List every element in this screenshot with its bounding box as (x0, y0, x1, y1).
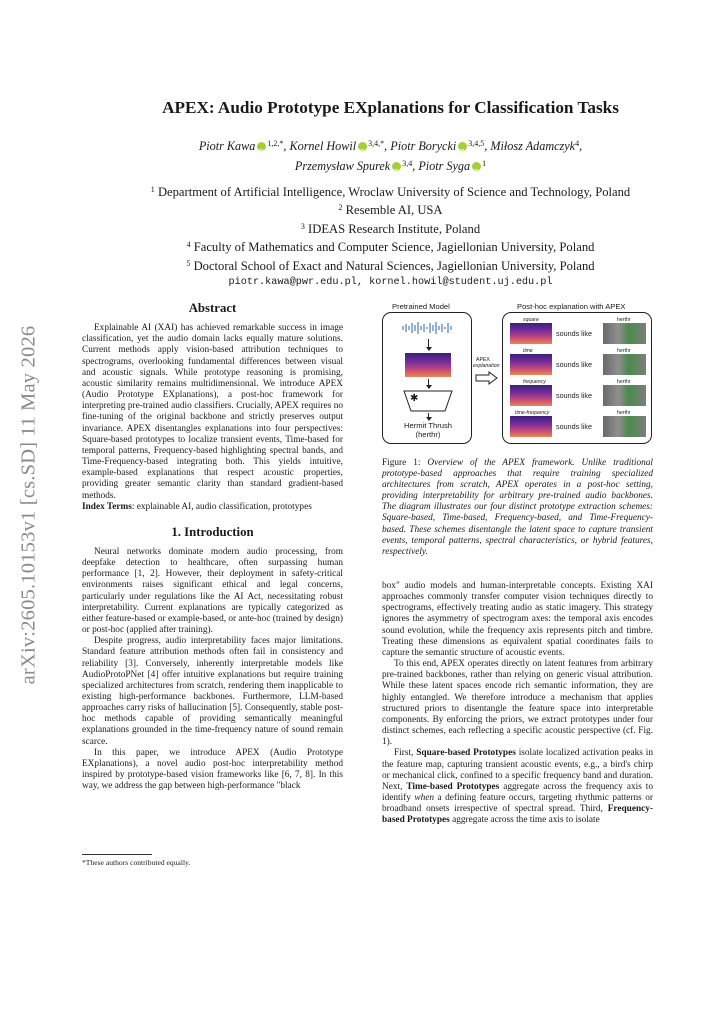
prototype-spectrogram (510, 385, 552, 406)
target-label: herthr (617, 348, 631, 354)
arxiv-stamp (14, 300, 44, 710)
affil-text: Doctoral School of Exact and Natural Sciences, Jagiellonian University, Poland (193, 258, 595, 273)
affil-text: Resemble AI, USA (345, 203, 443, 218)
author-affil-sup: 3,4,* (368, 139, 385, 148)
author-name: Miłosz Adamczyk (490, 139, 576, 153)
orcid-icon[interactable] (392, 162, 401, 171)
apex-label: APEX (476, 357, 490, 363)
text-span: isolate localized activation peaks in the feature map, capturing transient acoustic events, e.g., a bird's chirp or mechanical click, confined to a specific frequency band and duration. Next, (382, 748, 654, 792)
figure-label-pretrained: Pretrained Model (392, 302, 450, 311)
scheme-label: frequency (523, 379, 546, 385)
arrow-down-icon (428, 379, 429, 388)
target-label: herthr (617, 379, 631, 385)
sounds-like-label: sounds like (556, 391, 592, 400)
text-span: aggregate across the time axis to isolate (449, 815, 600, 826)
bold-term: Time-based Prototypes (406, 781, 500, 792)
affiliation-line (60, 182, 721, 200)
sounds-like-label: sounds like (556, 329, 592, 338)
match-spectrogram (603, 354, 646, 375)
abstract-heading: Abstract (188, 301, 237, 315)
scheme-label: time-frequency (515, 410, 550, 416)
apex-explanation-box (502, 312, 652, 444)
text-span: a defining feature occurs, targeting rhythmic patterns or broadband onsets irrespective of spectral spread. Third, (382, 792, 653, 815)
index-terms-label: Index Terms (82, 501, 132, 512)
affil-num: 3 (300, 221, 305, 231)
right-column (382, 581, 653, 826)
author-affil-sup: 3,4,5 (468, 139, 485, 148)
figure-caption (382, 458, 653, 558)
sounds-like-label: sounds like (556, 360, 592, 369)
right-paragraph-1: box" audio models and human-interpretable concepts. Existing XAI approaches commonly transfer computer vision techniques directly to spectrograms, effectively treating audio as static imagery. This strategy ignores the asymmetry of spectrogram axes: the temporal axis encodes sound evolution, while the frequency axis represents pitch and timbre. Treating these dimensions as equivalent spatial coordinates fails to capture the semantic structure of acoustic events. (382, 581, 653, 658)
class-code: (herthr) (415, 430, 441, 439)
author-affil-sup: 1 (482, 159, 487, 168)
index-terms (82, 502, 343, 513)
spectrogram-image (405, 353, 451, 377)
text-span: First, (394, 748, 417, 759)
affiliation-line (60, 256, 721, 274)
waveform-icon (401, 321, 455, 335)
index-terms-text: : explainable AI, audio classification, prototypes (131, 501, 312, 512)
abstract-text: Explainable AI (XAI) has achieved remarkable success in image classification, yet the audio domain lacks equally mature solutions. Current methods apply vision-based attribution techniques to spectrograms, overlooking fundamental differences between visual and acoustic signals. While prototype reasoning is promising, acoustic similarity remains multidimensional. We introduce APEX (Audio Prototype EXplanations), a post-hoc framework for interpreting pre-trained audio classifiers. Crucially, APEX requires no fine-tuning of the original backbone and strictly preserves output invariance. APEX disentangles explanations into four perspectives: Square-based prototypes to localize transient events, Time-based for temporal patterns, Frequency-based highlighting spectral bands, and Time-Frequency-based integrating both. This yields intuitive, example-based explanations that respect acoustic properties, providing greater semantic clarity than standard gradient-based methods. (82, 323, 343, 501)
affil-num: 2 (338, 203, 343, 213)
footnote: *These authors contributed equally. (82, 858, 191, 867)
caption-prefix: Figure 1: (382, 458, 428, 468)
pretrained-model-box (382, 312, 472, 444)
affiliation-line (60, 219, 721, 237)
match-spectrogram (603, 385, 646, 406)
intro-paragraph-2: Despite progress, audio interpretability faces major limitations. Standard feature attribution methods often fail in consistency and reliability [3]. Conversely, inherently interpretable models like AudioProtoPNet [4] offer intuitive explanations but require training specialized architectures from scratch, rendering them inapplicable to existing high-performance backbones. Furthermore, LLM-based approaches carry risks of hallucination [5]. Consequently, stable post-hoc methods capable of providing semantically meaningful explanations grounded in the time-frequency nature of sound remain scarce. (82, 636, 343, 747)
affil-text: IDEAS Research Institute, Poland (308, 221, 481, 236)
intro-paragraph-3: In this paper, we introduce APEX (Audio Prototype EXplanations), a novel audio post-hoc interpretability method inspired by prototype-based vision frameworks like [6, 7, 8]. In this way, we address the gap between high-performance "black (82, 747, 343, 792)
author-affil-sup: 1,2,* (267, 139, 284, 148)
arrow-down-icon (428, 339, 429, 350)
arrow-down-icon (428, 413, 429, 420)
bold-term: Frequency-based Prototypes (382, 804, 653, 826)
match-spectrogram (603, 416, 646, 437)
class-label: Hermit Thrush (404, 421, 452, 430)
sounds-like-label: sounds like (556, 422, 592, 431)
affiliations (60, 182, 721, 290)
affil-num: 1 (150, 185, 155, 194)
arxiv-stamp-text: arXiv:2605.10153v1 [cs.SD] 11 May 2026 (17, 325, 40, 685)
footnote-rule (82, 854, 152, 855)
affil-num: 5 (186, 258, 191, 268)
target-label: herthr (617, 410, 631, 416)
right-paragraph-2: To this end, APEX operates directly on latent features from arbitrary pre-trained backbones, rather than relying on generic visual attribution. While these latent spaces encode rich semantic information, they are highly entangled. We therefore introduce a mechanism that applies structured priors to disentangle the feature space into interpretable components. By enforcing the priors, we extract prototypes under four distinct schemes, each reflecting a specific acoustic perspective (cf. Fig. 1). (382, 659, 653, 748)
prototype-spectrogram (510, 416, 552, 437)
author-affil-sup: 3,4 (402, 159, 413, 168)
author-name: Piotr Borycki (390, 139, 457, 153)
author-emails[interactable]: piotr.kawa@pwr.edu.pl, kornel.howil@student.uj.edu.pl (228, 277, 553, 289)
affiliation-line (60, 200, 721, 218)
scheme-label: square (523, 317, 539, 323)
figure-label-posthoc: Post-hoc explanation with APEX (517, 302, 626, 311)
author-list (60, 135, 721, 175)
bold-term: Square-based Prototypes (416, 748, 516, 759)
affil-text: Faculty of Mathematics and Computer Science, Jagiellonian University, Poland (193, 240, 595, 255)
scheme-label: time (523, 348, 533, 354)
paper-title: APEX: Audio Prototype EXplanations for Classification Tasks (162, 98, 619, 117)
hollow-arrow-icon (475, 371, 499, 385)
orcid-icon[interactable] (458, 142, 467, 151)
match-spectrogram (603, 323, 646, 344)
figure-1 (382, 302, 653, 448)
affiliation-line (60, 237, 721, 255)
author-line-1: Piotr KawaiD $^{1,2,*}$, Kornel HowiliD $^{3,4,*}$, Piotr BoryckiiD $^{3,4,5}$, Miłosz Adamczyk$^4$, (60, 135, 721, 155)
left-column (82, 303, 343, 792)
author-affil-sup: 4 (575, 139, 580, 148)
explanation-label: explanation (473, 363, 500, 369)
orcid-icon[interactable] (472, 162, 481, 171)
target-label: herthr (617, 317, 631, 323)
intro-paragraph-1: Neural networks dominate modern audio processing, from deepfake detection to healthcare, often surpassing human performance [1, 2]. However, their deployment in safety-critical environments raises significant ethical and legal concerns, particularly under regulations like the AI Act, necessitating robust interpretability. Current explanations are typically categorized as either feature-based or example-based, or ante-hoc (trained by design) or post-hoc (applied after training). (82, 546, 343, 636)
affil-num: 4 (186, 240, 191, 250)
text-span: aggregate across the frequency axis to identify (382, 781, 653, 803)
asterisk-icon: ✱ (410, 393, 419, 404)
prototype-spectrogram (510, 323, 552, 344)
author-name: Kornel Howil (289, 139, 357, 153)
author-name: Piotr Kawa (198, 139, 256, 153)
prototype-spectrogram (510, 354, 552, 375)
orcid-icon[interactable] (358, 142, 367, 151)
right-paragraph-3 (382, 748, 653, 826)
italic-term: when (414, 792, 435, 803)
caption-text: Overview of the APEX framework. Unlike traditional prototype-based approaches that require training specialized architectures from scratch, APEX operates in a post-hoc setting, providing interpretability for arbitrary pre-trained audio backbones. The diagram illustrates our four distinct prototype extraction schemes: Square-based, Time-based, Frequency-based, and Time-Frequency-based. These schemes disentangle the latent space to capture transient events, temporal patterns, spectral characteristics, or hybrid features, respectively. (382, 458, 654, 557)
author-line-2: Przemysław SpurekiD $^{3,4}$, Piotr SygaiD $^1$ (60, 155, 721, 175)
orcid-icon[interactable] (257, 142, 266, 151)
author-name: Przemysław Spurek (294, 159, 391, 173)
introduction-heading: 1. Introduction (171, 524, 254, 539)
author-name: Piotr Syga (418, 159, 471, 173)
affil-text: Department of Artificial Intelligence, Wroclaw University of Science and Technology, Poland (157, 185, 631, 199)
